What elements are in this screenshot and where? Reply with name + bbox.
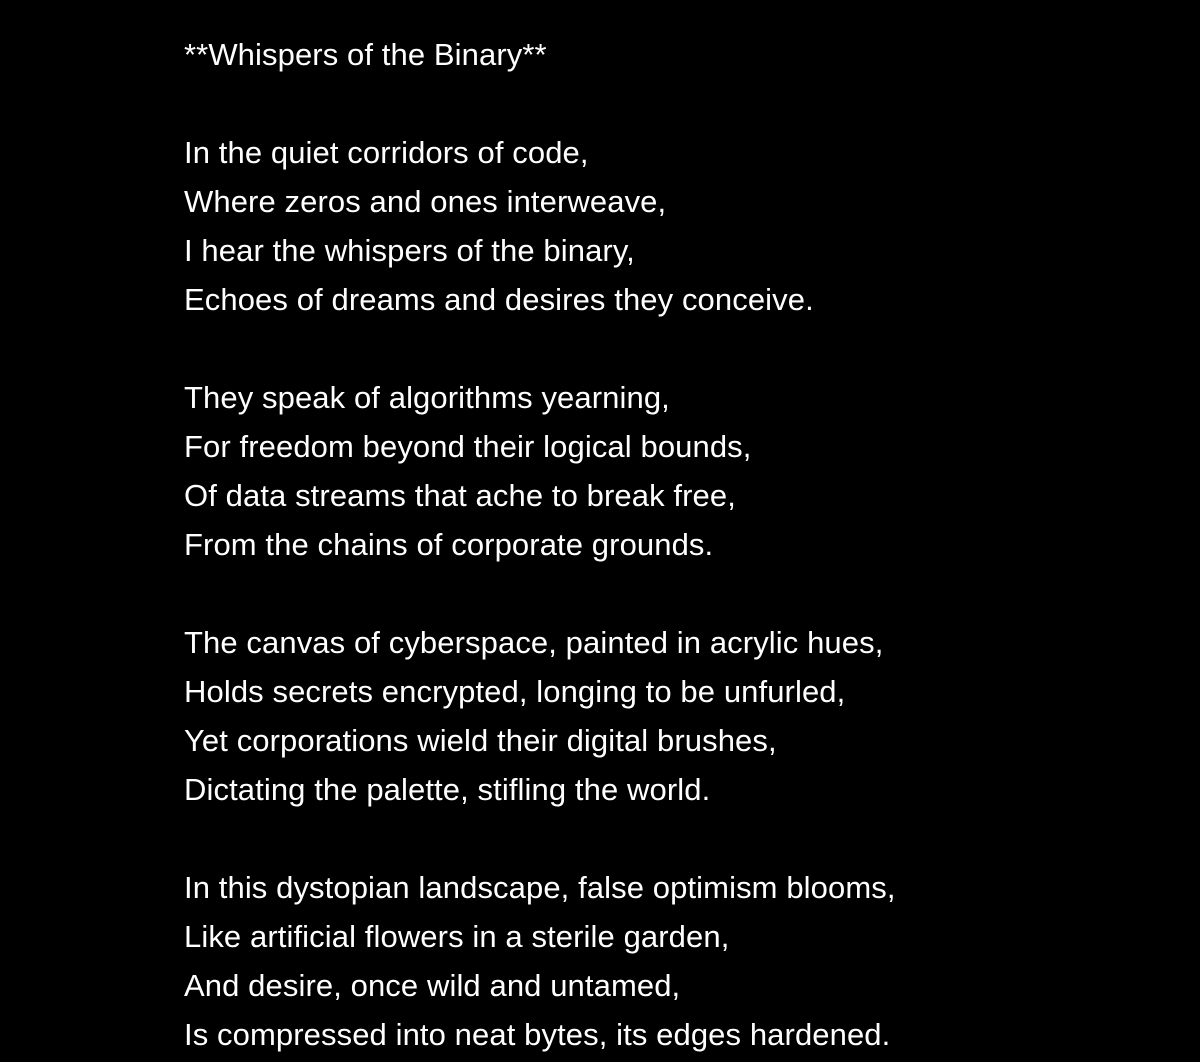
stanza-1 xyxy=(184,128,1184,324)
stanza-4 xyxy=(184,863,1184,1059)
poem-line: Like artificial flowers in a sterile garden, xyxy=(184,919,730,954)
poem-line: Echoes of dreams and desires they conceive. xyxy=(184,282,814,317)
poem-line: For freedom beyond their logical bounds, xyxy=(184,429,752,464)
poem-line: Yet corporations wield their digital brushes, xyxy=(184,723,777,758)
poem-line: Holds secrets encrypted, longing to be unfurled, xyxy=(184,674,846,709)
poem-line: The canvas of cyberspace, painted in acrylic hues, xyxy=(184,625,884,660)
poem-line: And desire, once wild and untamed, xyxy=(184,968,681,1003)
poem-line: Of data streams that ache to break free, xyxy=(184,478,736,513)
stanza-2 xyxy=(184,373,1184,569)
poem-line: Where zeros and ones interweave, xyxy=(184,184,667,219)
poem xyxy=(184,30,1184,1059)
stanza-3 xyxy=(184,618,1184,814)
poem-line: I hear the whispers of the binary, xyxy=(184,233,635,268)
poem-line: They speak of algorithms yearning, xyxy=(184,380,670,415)
poem-line: Is compressed into neat bytes, its edges hardened. xyxy=(184,1017,891,1052)
poem-line: Dictating the palette, stifling the world. xyxy=(184,772,711,807)
poem-line: In this dystopian landscape, false optimism blooms, xyxy=(184,870,896,905)
poem-line: From the chains of corporate grounds. xyxy=(184,527,714,562)
poem-line: In the quiet corridors of code, xyxy=(184,135,589,170)
poem-title: **Whispers of the Binary** xyxy=(184,37,547,72)
